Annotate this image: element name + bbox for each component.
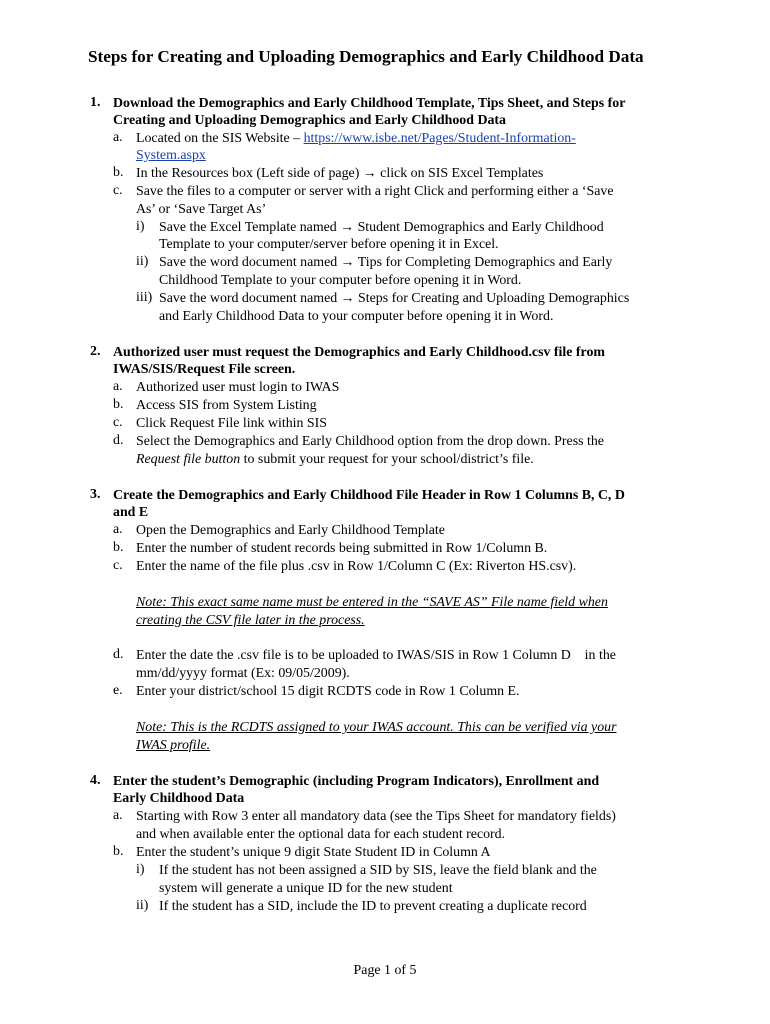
section-number: 4. [90, 773, 101, 788]
sub-list-item-cont: and Early Childhood Data to your computer before opening it in Word. [159, 309, 554, 324]
list-item: Enter the number of student records being submitted in Row 1/Column B. [136, 541, 548, 556]
item-label: b. [113, 165, 124, 180]
item-label: c. [113, 558, 123, 573]
sub-list-item: If the student has not been assigned a SID by SIS, leave the field blank and the [159, 863, 597, 878]
item-label: a. [113, 379, 123, 394]
list-item: Enter the name of the file plus .csv in Row 1/Column C (Ex: Riverton HS.csv). [136, 559, 577, 574]
item-text: to submit your request for your school/district’s file. [240, 452, 534, 467]
note-text-cont: IWAS profile. [136, 738, 211, 753]
note-text: Note: This exact same name must be entered in the “SAVE AS” File name field when [136, 595, 608, 610]
sis-website-link[interactable]: https://www.isbe.net/Pages/Student-Information- [303, 131, 576, 146]
list-item: Click Request File link within SIS [136, 416, 328, 431]
list-item [136, 130, 576, 147]
item-label: b. [113, 844, 124, 859]
list-item: Access SIS from System Listing [136, 398, 317, 413]
list-item: Enter the student’s unique 9 digit State Student ID in Column A [136, 845, 491, 860]
section-heading: Enter the student’s Demographic (including Program Indicators), Enrollment and [113, 774, 600, 789]
note-text-cont: creating the CSV file later in the process. [136, 613, 365, 628]
sub-list-item: Save the Excel Template named → Student Demographics and Early Childhood [159, 220, 604, 235]
item-text: Located on the SIS Website – [136, 131, 304, 146]
document-title: Steps for Creating and Uploading Demographics and Early Childhood Data [88, 47, 644, 66]
list-item: Starting with Row 3 enter all mandatory data (see the Tips Sheet for mandatory fields) [136, 809, 616, 824]
sub-list-item: Save the word document named → Steps for Creating and Uploading Demographics [159, 291, 630, 306]
item-label: a. [113, 522, 123, 537]
list-item: Select the Demographics and Early Childhood option from the drop down. Press the [136, 434, 604, 449]
item-label: b. [113, 540, 124, 555]
sis-website-link-cont[interactable]: System.aspx [136, 148, 206, 163]
section-heading: Create the Demographics and Early Childhood File Header in Row 1 Columns B, C, D [113, 488, 625, 503]
item-label: d. [113, 647, 124, 662]
section-number: 1. [90, 95, 101, 110]
item-label: e. [113, 683, 123, 698]
subitem-label: i) [136, 862, 145, 877]
sub-list-item: Save the word document named → Tips for Completing Demographics and Early [159, 255, 613, 270]
item-label: b. [113, 397, 124, 412]
page-number: Page 1 of 5 [353, 963, 417, 978]
sub-list-item: If the student has a SID, include the ID to prevent creating a duplicate record [159, 899, 587, 914]
list-item: In the Resources box (Left side of page) → click on SIS Excel Templates [136, 166, 544, 181]
subitem-label: ii) [136, 898, 149, 913]
item-label: c. [113, 183, 123, 198]
subitem-label: iii) [136, 290, 153, 305]
item-label: a. [113, 130, 123, 145]
list-item-cont: and when available enter the optional data for each student record. [136, 827, 506, 842]
item-label: a. [113, 808, 123, 823]
item-label: c. [113, 415, 123, 430]
section-heading: and E [113, 505, 149, 520]
list-item: Enter the date the .csv file is to be uploaded to IWAS/SIS in Row 1 Column D in the [136, 648, 616, 663]
section-heading: Download the Demographics and Early Childhood Template, Tips Sheet, and Steps for [113, 96, 626, 111]
sub-list-item-cont: Template to your computer/server before opening it in Excel. [159, 237, 499, 252]
subitem-label: ii) [136, 254, 149, 269]
sub-list-item-cont: Childhood Template to your computer before opening it in Word. [159, 273, 522, 288]
section-number: 3. [90, 487, 101, 502]
section-heading: Creating and Uploading Demographics and Early Childhood Data [113, 113, 506, 128]
note-text: Note: This is the RCDTS assigned to your IWAS account. This can be verified via your [136, 720, 617, 735]
list-item: Open the Demographics and Early Childhood Template [136, 523, 445, 538]
request-file-button-text: Request file button [136, 452, 241, 467]
list-item-cont: mm/dd/yyyy format (Ex: 09/05/2009). [136, 666, 350, 681]
list-item-cont: As’ or ‘Save Target As’ [136, 202, 267, 217]
list-item-cont [136, 451, 534, 468]
list-item: Save the files to a computer or server with a right Click and performing either a ‘Save [136, 184, 614, 199]
section-number: 2. [90, 344, 101, 359]
section-heading: Early Childhood Data [113, 791, 245, 806]
list-item: Authorized user must login to IWAS [136, 380, 340, 395]
section-heading: Authorized user must request the Demographics and Early Childhood.csv file from [113, 345, 605, 360]
subitem-label: i) [136, 219, 145, 234]
list-item: Enter your district/school 15 digit RCDTS code in Row 1 Column E. [136, 684, 520, 699]
sub-list-item-cont: system will generate a unique ID for the new student [159, 881, 453, 896]
section-heading: IWAS/SIS/Request File screen. [113, 362, 296, 377]
item-label: d. [113, 433, 124, 448]
